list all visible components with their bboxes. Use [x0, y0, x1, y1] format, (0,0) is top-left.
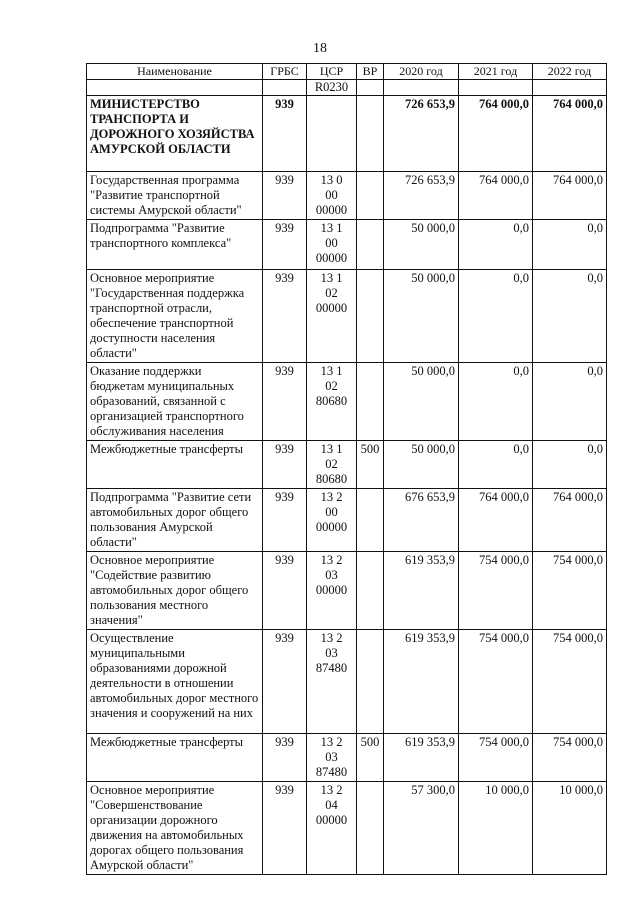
row-name: Подпрограмма "Развитие сети автомобильных дорог общего пользования Амурской области": [87, 489, 263, 552]
table-row: [87, 96, 607, 172]
row-grbs: 939: [263, 489, 307, 552]
page-number: 18: [313, 41, 327, 56]
row-2020: 619 353,9: [384, 552, 459, 630]
row-2022: 754 000,0: [533, 734, 607, 782]
row-vr: [357, 489, 384, 552]
row-2022: 764 000,0: [533, 489, 607, 552]
header-2020: 2020 год: [384, 64, 459, 80]
row-vr: [357, 172, 384, 220]
table-row: [87, 270, 607, 363]
row-2020: 619 353,9: [384, 734, 459, 782]
row-name: Межбюджетные трансферты: [87, 734, 263, 782]
table-row: [87, 363, 607, 441]
row-2020: 57 300,0: [384, 782, 459, 875]
row-2022: 764 000,0: [533, 172, 607, 220]
row-name: Государственная программа "Развитие транспортной системы Амурской области": [87, 172, 263, 220]
row-vr: [357, 363, 384, 441]
table-body: [87, 96, 607, 875]
row-2022: 0,0: [533, 270, 607, 363]
row-vr: 500: [357, 441, 384, 489]
row-name: Оказание поддержки бюджетам муниципальных образований, связанной с организацией транспортного обслуживания населения: [87, 363, 263, 441]
row-name: Межбюджетные трансферты: [87, 441, 263, 489]
header-2021: 2021 год: [459, 64, 533, 80]
table-row: [87, 441, 607, 489]
table-row: [87, 630, 607, 734]
row-vr: [357, 270, 384, 363]
row-name: Осуществление муниципальными образованиями дорожной деятельности в отношении автомобильных дорог местного значения и сооружений на них: [87, 630, 263, 734]
continuation-code: R0230: [307, 80, 357, 96]
row-2021: 10 000,0: [459, 782, 533, 875]
row-2021: 0,0: [459, 270, 533, 363]
row-2021: 754 000,0: [459, 734, 533, 782]
row-csr: 13 0 00 00000: [307, 172, 357, 220]
row-2022: 764 000,0: [533, 96, 607, 172]
row-grbs: 939: [263, 782, 307, 875]
row-2021: 0,0: [459, 363, 533, 441]
row-2022: 0,0: [533, 220, 607, 270]
row-2021: 0,0: [459, 220, 533, 270]
row-2022: 10 000,0: [533, 782, 607, 875]
row-csr: 13 2 03 87480: [307, 630, 357, 734]
continuation-row: [87, 80, 607, 96]
row-grbs: 939: [263, 363, 307, 441]
row-2020: 50 000,0: [384, 441, 459, 489]
row-2020: 619 353,9: [384, 630, 459, 734]
row-csr: 13 1 00 00000: [307, 220, 357, 270]
row-2020: 726 653,9: [384, 172, 459, 220]
budget-table: [86, 63, 607, 875]
row-name: МИНИСТЕРСТВО ТРАНСПОРТА И ДОРОЖНОГО ХОЗЯЙСТВА АМУРСКОЙ ОБЛАСТИ: [87, 96, 263, 172]
row-2021: 754 000,0: [459, 630, 533, 734]
row-2021: 764 000,0: [459, 96, 533, 172]
row-name: Основное мероприятие "Государственная поддержка транспортной отрасли, обеспечение транспортной доступности населения области": [87, 270, 263, 363]
header-grbs: ГРБС: [263, 64, 307, 80]
row-grbs: 939: [263, 172, 307, 220]
row-2022: 754 000,0: [533, 552, 607, 630]
row-grbs: 939: [263, 220, 307, 270]
table-row: [87, 172, 607, 220]
row-vr: [357, 96, 384, 172]
table-row: [87, 489, 607, 552]
row-2021: 0,0: [459, 441, 533, 489]
table-header-row: [87, 64, 607, 80]
row-name: Основное мероприятие "Содействие развитию автомобильных дорог общего пользования местного значения": [87, 552, 263, 630]
row-2022: 0,0: [533, 363, 607, 441]
row-csr: 13 2 03 87480: [307, 734, 357, 782]
row-grbs: 939: [263, 96, 307, 172]
header-2022: 2022 год: [533, 64, 607, 80]
row-name: Подпрограмма "Развитие транспортного комплекса": [87, 220, 263, 270]
table-row: [87, 782, 607, 875]
row-vr: [357, 220, 384, 270]
row-csr: [307, 96, 357, 172]
row-csr: 13 2 04 00000: [307, 782, 357, 875]
row-csr: 13 1 02 80680: [307, 441, 357, 489]
row-vr: [357, 552, 384, 630]
table-row: [87, 220, 607, 270]
row-2021: 754 000,0: [459, 552, 533, 630]
header-vr: ВР: [357, 64, 384, 80]
table-row: [87, 552, 607, 630]
row-2022: 0,0: [533, 441, 607, 489]
row-2020: 726 653,9: [384, 96, 459, 172]
row-vr: [357, 630, 384, 734]
row-grbs: 939: [263, 630, 307, 734]
row-name: Основное мероприятие "Совершенствование организации дорожного движения на автомобильных дорогах общего пользования Амурской области": [87, 782, 263, 875]
row-grbs: 939: [263, 734, 307, 782]
row-2020: 50 000,0: [384, 270, 459, 363]
row-csr: 13 2 00 00000: [307, 489, 357, 552]
header-name: Наименование: [87, 64, 263, 80]
row-2021: 764 000,0: [459, 172, 533, 220]
row-grbs: 939: [263, 270, 307, 363]
row-2020: 676 653,9: [384, 489, 459, 552]
table-row: [87, 734, 607, 782]
row-grbs: 939: [263, 552, 307, 630]
row-vr: 500: [357, 734, 384, 782]
row-csr: 13 2 03 00000: [307, 552, 357, 630]
row-csr: 13 1 02 80680: [307, 363, 357, 441]
row-2022: 754 000,0: [533, 630, 607, 734]
row-grbs: 939: [263, 441, 307, 489]
row-2020: 50 000,0: [384, 220, 459, 270]
row-vr: [357, 782, 384, 875]
header-csr: ЦСР: [307, 64, 357, 80]
row-2021: 764 000,0: [459, 489, 533, 552]
row-csr: 13 1 02 00000: [307, 270, 357, 363]
row-2020: 50 000,0: [384, 363, 459, 441]
